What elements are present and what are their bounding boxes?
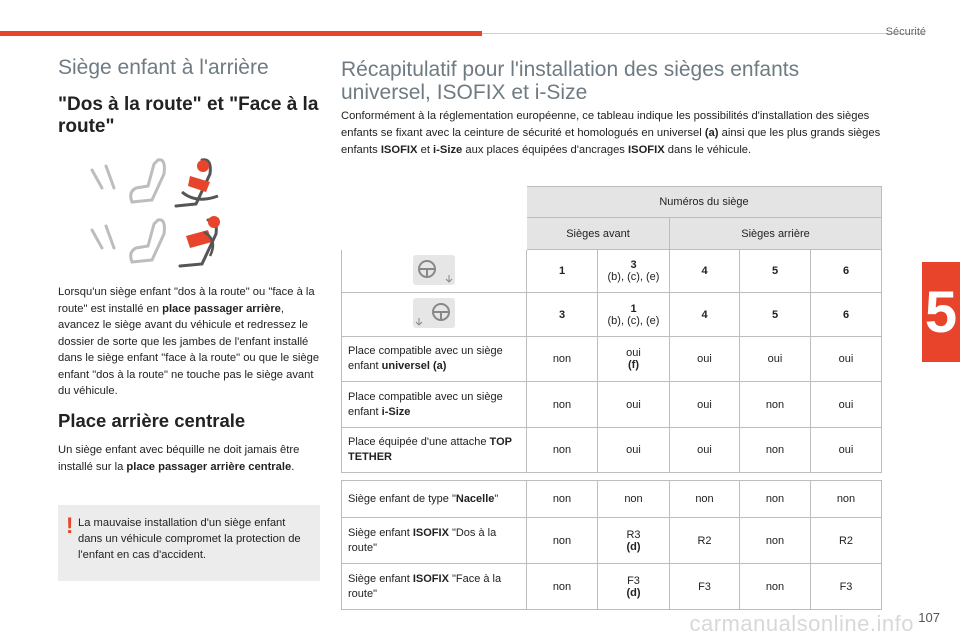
page-number: 107	[918, 610, 940, 625]
chapter-tab: 5	[922, 262, 960, 362]
table-cell: oui	[670, 337, 740, 382]
cell-note: (b), (c), (e)	[607, 271, 660, 283]
intro-text: aux places équipées d'ancrages	[462, 144, 628, 156]
table-cell: 6	[811, 250, 882, 293]
table-cell	[598, 564, 670, 610]
intro-bold: i-Size	[433, 144, 463, 156]
row-label	[341, 382, 527, 428]
left-column	[58, 56, 320, 138]
label-text: "	[494, 492, 499, 505]
intro-bold: ISOFIX	[380, 144, 418, 156]
table-cell: 5	[740, 293, 811, 337]
center-seat-text	[58, 442, 308, 475]
label-bold: universel (a)	[381, 360, 447, 372]
right-hand-drive-icon	[413, 298, 455, 328]
cell-value: R3	[626, 528, 641, 541]
table-cell: oui	[670, 382, 740, 428]
header-seat-numbers: Numéros du siège	[527, 186, 882, 218]
intro-bold: ISOFIX	[628, 144, 665, 156]
center-emphasis: place passager arrière centrale	[126, 460, 292, 473]
table-cell: non	[527, 382, 598, 428]
installation-table	[341, 186, 882, 610]
cell-value: F3	[627, 574, 640, 587]
center-text-end: .	[291, 460, 295, 473]
table-row	[341, 337, 882, 382]
table-cell: 3	[527, 293, 598, 337]
center-text: Un siège enfant avec béquille ne doit jamais être installé sur la	[58, 444, 300, 473]
table-cell: non	[740, 480, 811, 518]
row-label	[341, 428, 527, 473]
warning-icon: !	[66, 513, 74, 538]
table-row	[341, 250, 882, 293]
table-cell: oui	[670, 428, 740, 473]
row-label	[341, 518, 527, 564]
label-text: Place compatible avec un siège enfant	[348, 345, 503, 372]
table-cell: 4	[670, 293, 740, 337]
page-title: Siège enfant à l'arrière	[58, 56, 269, 79]
subtitle: "Dos à la route" et "Face à la route"	[58, 94, 319, 137]
header-front-seats: Sièges avant	[527, 218, 670, 250]
label-bold: Nacelle	[455, 492, 495, 505]
table-corner	[341, 218, 527, 250]
cell-value: oui	[626, 347, 641, 359]
table-row	[341, 564, 882, 610]
table-cell: non	[527, 428, 598, 473]
spacer-cell	[341, 473, 882, 480]
advice-emphasis: place passager arrière	[162, 302, 281, 315]
cell-value: 3	[630, 259, 637, 271]
intro-text: Conformément à la réglementation européenne, ce tableau indique les possibilités d'installation des sièges enfants se fixant avec la ceinture de sécurité et homologués en universel	[341, 110, 870, 139]
header-rear-seats: Sièges arrière	[670, 218, 882, 250]
table-row	[341, 518, 882, 564]
advice-text: Lorsqu'un siège enfant "dos à la route" ou "face à la route" est installé en	[58, 286, 315, 315]
warning-box	[58, 505, 320, 581]
table-cell: 5	[740, 250, 811, 293]
label-text: "Dos à la route"	[348, 526, 497, 554]
table-spacer	[341, 473, 882, 480]
top-accent-bar	[0, 31, 482, 36]
label-text: "Face à la route"	[348, 572, 502, 600]
table-cell: oui	[811, 382, 882, 428]
table-cell: R2	[670, 518, 740, 564]
label-bold: TOP TETHER	[348, 436, 512, 463]
row-label	[341, 480, 527, 518]
table-cell: non	[527, 564, 598, 610]
advice-text-end: , avancez le siège avant du véhicule et redressez le dossier de sorte que les jambes de l'enfant installé dans le siège enfant "face à la route" ou que le siège enfant "dos à la route" ne touche pas le siège avant du véhicule.	[58, 302, 320, 397]
table-cell	[598, 250, 670, 293]
label-text: Place équipée d'une attache	[348, 436, 490, 448]
table-cell: non	[740, 564, 811, 610]
rhd-cell	[341, 293, 527, 337]
table-cell: non	[670, 480, 740, 518]
intro-bold: (a)	[704, 127, 719, 139]
table-cell: oui	[740, 337, 811, 382]
table-cell: oui	[811, 337, 882, 382]
table-row	[341, 428, 882, 473]
front-seat-advice	[58, 284, 320, 400]
table-cell: oui	[811, 428, 882, 473]
row-label	[341, 564, 527, 610]
table-cell: 6	[811, 293, 882, 337]
intro-text: dans le véhicule.	[664, 144, 752, 156]
label-bold: i-Size	[381, 405, 411, 418]
table-cell: non	[527, 518, 598, 564]
label-text: Siège enfant	[348, 526, 413, 539]
section-title: Sécurité	[885, 26, 926, 38]
summary-intro	[341, 108, 881, 159]
table-cell: non	[598, 480, 670, 518]
cell-note: (b), (c), (e)	[607, 314, 660, 327]
center-seat-title: Place arrière centrale	[58, 410, 246, 431]
left-hand-drive-icon	[413, 255, 455, 285]
row-label	[341, 337, 527, 382]
table-cell: F3	[670, 564, 740, 610]
table-corner	[341, 186, 527, 218]
cell-note: (f)	[628, 359, 639, 371]
intro-text: ainsi que les plus grands sièges enfants	[341, 127, 881, 156]
table-cell: 1	[527, 250, 598, 293]
table-cell: F3	[811, 564, 882, 610]
table-cell: non	[527, 480, 598, 518]
table-cell: R2	[811, 518, 882, 564]
table-row	[341, 293, 882, 337]
table-cell: 4	[670, 250, 740, 293]
lhd-cell	[341, 250, 527, 293]
table-cell: oui	[598, 428, 670, 473]
right-column	[341, 58, 884, 104]
table-cell	[598, 293, 670, 337]
label-text: Siège enfant	[348, 572, 413, 585]
cell-note: (d)	[626, 540, 641, 553]
table-cell: non	[740, 428, 811, 473]
top-divider	[482, 33, 925, 34]
table-row	[341, 480, 882, 518]
table-cell: non	[740, 518, 811, 564]
label-text: Siège enfant de type "	[348, 492, 456, 505]
warning-text: La mauvaise installation d'un siège enfant dans un véhicule compromet la protection de l'enfant en cas d'accident.	[78, 517, 301, 561]
table-cell: oui	[598, 382, 670, 428]
label-text: Place compatible avec un siège enfant	[348, 390, 503, 418]
table-cell: non	[811, 480, 882, 518]
rear-seat-illustration	[78, 152, 258, 277]
summary-title: Récapitulatif pour l'installation des sièges enfants universel, ISOFIX et i-Size	[341, 58, 800, 104]
intro-text: et	[417, 144, 434, 156]
table-cell	[598, 518, 670, 564]
table-cell	[598, 337, 670, 382]
label-bold: ISOFIX	[412, 526, 449, 539]
label-bold: ISOFIX	[412, 572, 449, 585]
cell-value: 1	[630, 302, 637, 315]
cell-note: (d)	[626, 586, 641, 599]
table-cell: non	[527, 337, 598, 382]
table-row	[341, 382, 882, 428]
watermark: carmanualsonline.info	[689, 611, 914, 636]
table-cell: non	[740, 382, 811, 428]
